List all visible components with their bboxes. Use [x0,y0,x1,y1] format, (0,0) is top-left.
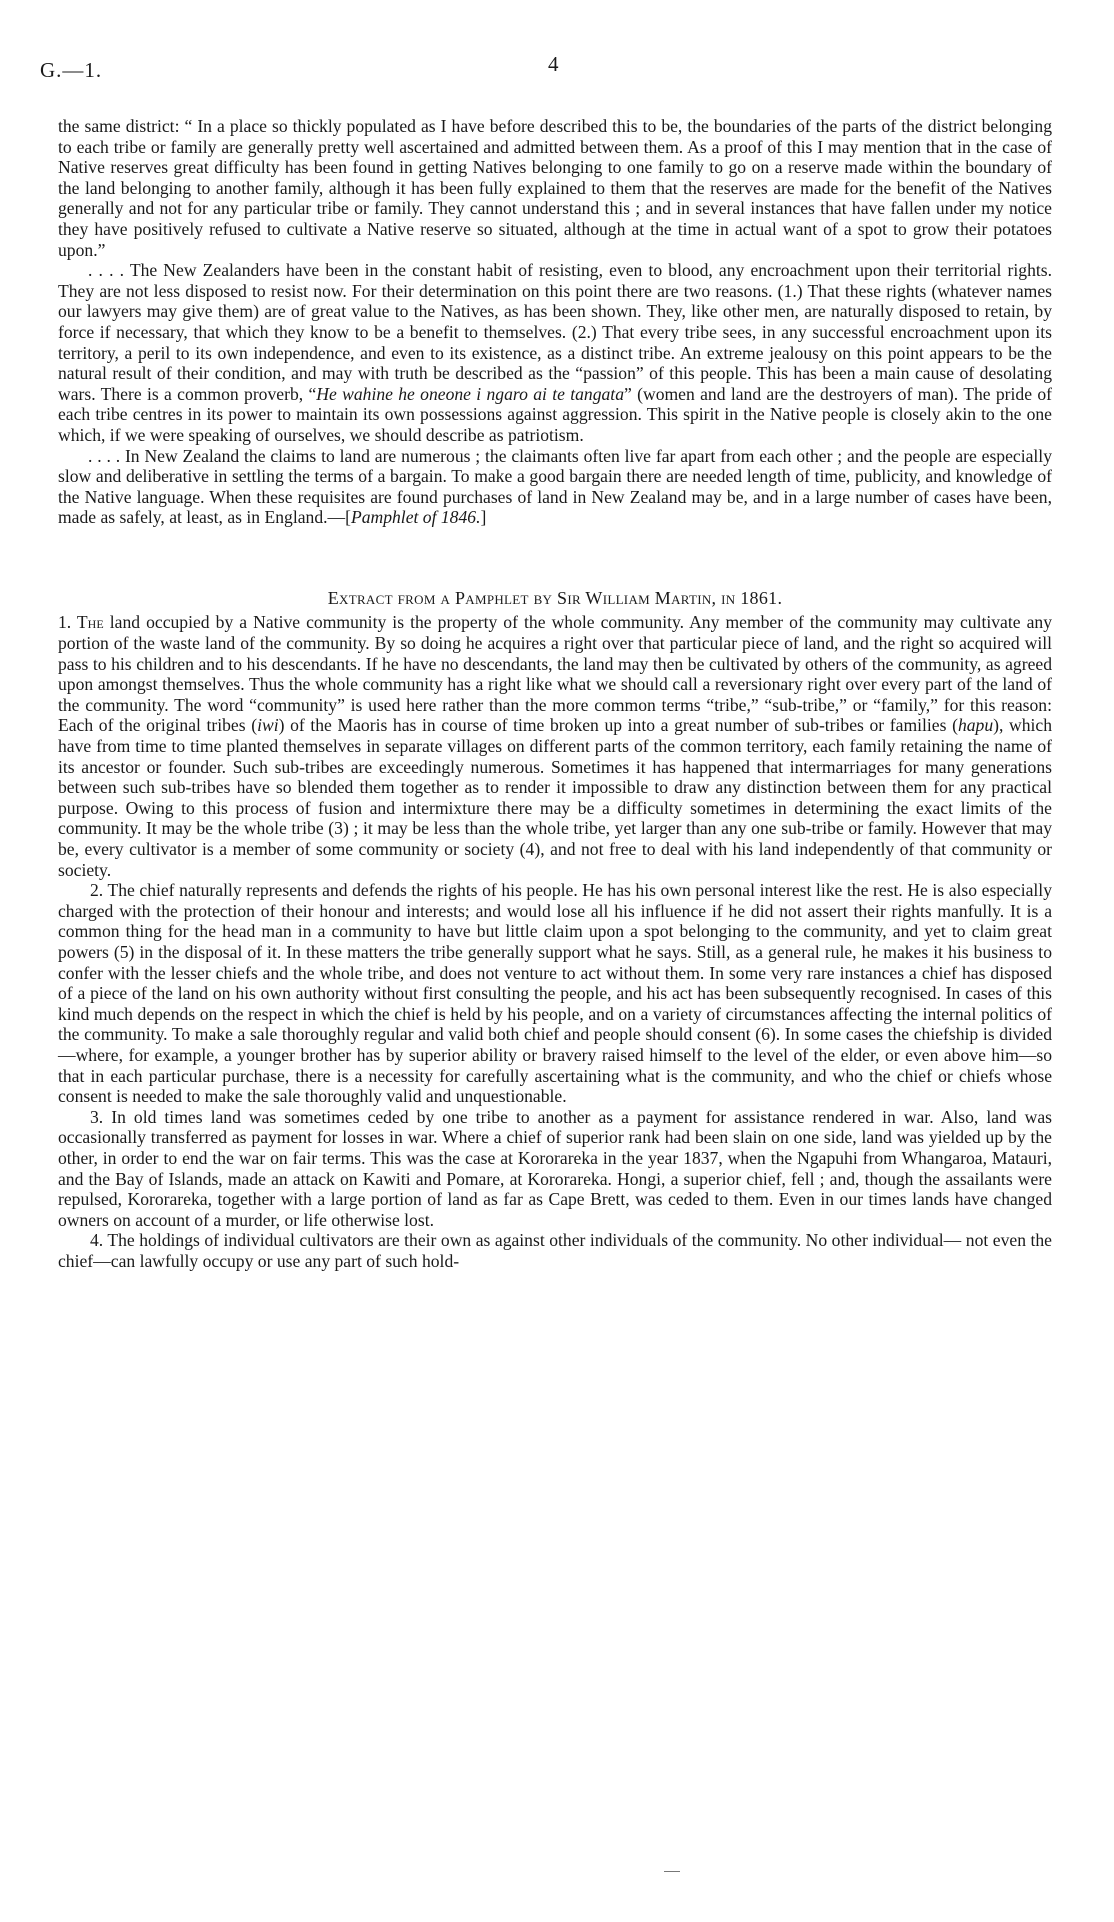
paragraph-territorial-rights [58,260,1052,445]
body-text [58,116,1052,1271]
document-code: G.—1. [40,58,103,82]
numbered-paragraph-2 [58,880,1052,1107]
paragraph-text: ) of the Maoris has in course of time broken up into a great number of sub-tribes or families ( [278,715,958,736]
numbered-paragraph-4 [58,1230,1052,1271]
paragraph-text: land occupied by a Native community is the property of the whole community. Any member of the community may cultivate any portion of the waste land of the community. By so doing he acquires a right over that particular piece of land, and the right so acquired will pass to his children and to his descendants. If he have no descendants, the land may then be cultivated by others of the community, as agreed upon amongst themselves. Thus the whole community has a right like what we should call a reversionary right over every part of the land of the community. The word “community” is used here rather than the more common terms “tribe,” “sub-tribe,” or “family,” for this reason: Each of the original tribes ( [58,612,1052,736]
paragraph-text: . . . . The New Zealanders have been in the constant habit of resisting, even to blood, any encroachment upon their territorial rights. They are not less disposed to resist now. For their determination on this point there are two reasons. (1.) That these rights (whatever names our lawyers may give them) are of great value to the Natives, as has been shown. They, like other men, are naturally disposed to retain, by force if necessary, that which they know to be a benefit to themselves. (2.) That every tribe sees, in any successful encroachment upon its territory, a peril to its own independence, and even to its existence, as a distinct tribe. An extreme jealousy on this point appears to be the natural result of their condition, and may with truth be described as the “passion” of this people. This has been a main cause of desolating wars. There is a common proverb, “ [58,260,1052,404]
paragraph-text: ” (women and land are the destroyers of man). The pride of each tribe centres in its power to maintain its own possessions against aggression. This spirit in the Native people is closely akin to the one which, if we were speaking of ourselves, we should describe as patriotism. [58,383,1052,445]
paragraph-text: 4. The holdings of individual cultivators are their own as against other individuals of the community. No other individual— not even the chief—can lawfully occupy or use any part of such hold- [58,1230,1052,1271]
page-number: 4 [548,52,560,76]
page-header [40,52,1050,88]
maori-term-hapu: hapu [957,715,994,736]
paragraph-continued-quote [58,116,1052,260]
paragraph-text: 3. In old times land was sometimes ceded by one tribe to another as a payment for assistance rendered in war. Also, land was occasionally transferred as payment for losses in war. Where a chief of superior rank had been slain on one side, land was yielded up by the other, in order to end the war on fair terms. This was the case at Kororareka in the year 1837, when the Ngapuhi from Whangaroa, Matauri, and the Bay of Islands, made an attack on Kawiti and Pomare, at Kororareka. Hongi, a superior chief, fell ; and, though the assailants were repulsed, Kororareka, together with a large portion of land as far as Cape Brett, was ceded to them. Even in our times lands have changed owners on account of a murder, or life otherwise lost. [58,1106,1052,1230]
footer-mark [664,1871,680,1872]
numbered-paragraph-1 [58,612,1052,880]
paragraph-text: 2. The chief naturally represents and defends the rights of his people. He has his own personal interest like the rest. He is also especially charged with the protection of their honour and interests; and would lose all his influence if he did not assert their rights manfully. It is a common thing for the head man in a community to have but little claim upon a spot belonging to the community, and yet to claim great powers (5) in the disposal of it. In these matters the tribe generally support what he says. Still, as a general rule, he makes it his business to confer with the lesser chiefs and the whole tribe, and does not venture to act without them. In some very rare instances a chief has disposed of a piece of the land on his own authority without first consulting the people, and his act has been subsequently recognised. In cases of this kind much depends on the respect in which the chief is held by his people, and on a variety of circumstances affecting the internal politics of the community. To make a sale thoroughly regular and valid both chief and people should consent (6). In some cases the chiefship is divided—where, for example, a younger brother has by superior ability or bravery raised himself to the level of the elder, or even above him—so that in each particular purchase, there is a necessity for carefully ascertaining what is the community, and who the chief or chiefs whose consent is needed to make the sale thoroughly valid and unquestionable. [58,880,1052,1107]
paragraph-land-claims [58,446,1052,528]
paragraph-text: . . . . In New Zealand the claims to land are numerous ; the claimants often live far apart from each other ; and the people are especially slow and deliberative in settling the terms of a bargain. To make a good bargain there are needed length of time, publicity, and knowledge of the Native language. When these requisites are found purchases of land in New Zealand may be, and in a large number of cases have been, made as safely, at least, as in England.—[ [58,445,1052,528]
pamphlet-citation: Pamphlet of 1846. [350,507,481,528]
paragraph-lead: 1. The [58,612,104,633]
paragraph-text: the same district: “ In a place so thickly populated as I have before described this to be, the boundaries of the parts of the district belonging to each tribe or family are generally pretty well ascertained and admitted between them. As a proof of this I may mention that in the case of Native reserves great difficulty has been found in getting Natives belonging to one family to go on a reserve made within the boundary of the land belonging to another family, although it has been fully explained to them that the reserves are made for the benefit of the Natives generally and not for any particular tribe or family. They cannot understand this ; and in several instances that have fallen under my notice they have positively refused to cultivate a Native reserve so situated, although at the time in actual want of a spot to grow their potatoes upon.” [58,116,1052,260]
paragraph-text: ), which have from time to time planted themselves in separate villages on different parts of the common territory, each family retaining the name of its ancestor or founder. Such sub-tribes are exceedingly numerous. Sometimes it has happened that intermarriages for many generations between such sub-tribes have so blended them together as to render it impossible to draw any distinction between them for any practical purpose. Owing to this process of fusion and intermixture there may be a difficulty sometimes in determining the exact limits of the community. It may be the whole tribe (3) ; it may be less than the whole tribe, yet larger than any one sub-tribe or family. However that may be, every cultivator is a member of some community or society (4), and not free to deal with his land independently of that community or society. [58,715,1052,880]
maori-proverb: He wahine he oneone i ngaro ai te tangata [316,383,624,404]
numbered-paragraph-3 [58,1107,1052,1231]
maori-term-iwi: iwi [257,715,279,736]
section-heading: Extract from a Pamphlet by Sir William Martin, in 1861. [327,587,783,608]
citation-close: ] [480,507,487,528]
